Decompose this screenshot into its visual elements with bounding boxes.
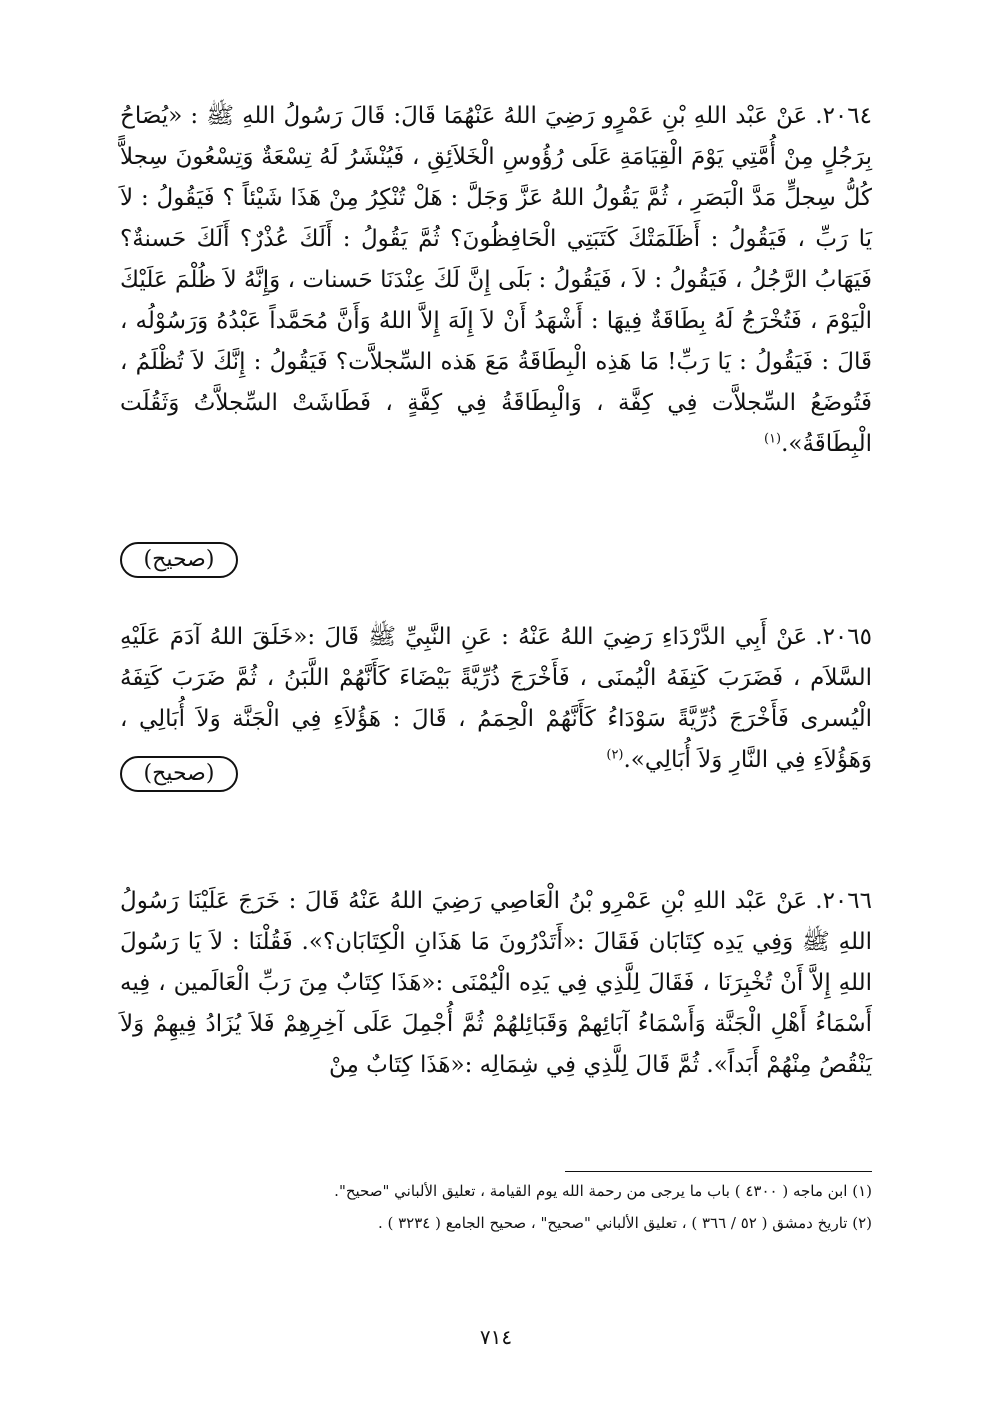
footnote-1: (١) ابن ماجه ( ٤٣٠٠ ) باب ما يرجى من رحمة الله يوم القيامة ، تعليق الألباني "صحيح".: [334, 1182, 872, 1200]
footnote-divider: [565, 1171, 872, 1172]
footnote-2: (٢) تاريخ دمشق ( ٥٢ / ٣٦٦ ) ، تعليق الألباني "صحيح" ، صحيح الجامع ( ٣٢٣٤ ) .: [377, 1214, 872, 1232]
page-number: ٧١٤: [479, 1325, 513, 1349]
hadith-number: ٢٠٦٦.: [815, 888, 872, 914]
hadith-2066: [120, 881, 872, 1086]
grade-badge: (صحيح): [120, 542, 238, 578]
hadith-text: عَنْ عَبْد اللهِ بْنِ عَمْرِو بْنُ الْعَاصِي رَضِيَ اللهُ عَنْهُ قَالَ : خَرَجَ عَلَيْنَا رَسُولُ اللهِ ﷺ وَفِي يَدِه كِتَابَان فَقَالَ :«أَتَدْرُونَ مَا هَذَانِ الْكِتَابَان؟». فَقُلْنَا : لاَ يَا رَسُولَ اللهِ إِلاَّ أَنْ تُخْبِرَنَا ، فَقَالَ لِلَّذِي فِي يَدِه الْيُمْنَى :«هَذَا كِتَابٌ مِنَ رَبِّ الْعَالَمين ، فِيه أَسْمَاءُ أَهْلِ الْجَنَّة وَأَسْمَاءُ آبَائِهمْ وَقَبَائِلهُمْ ثُمَّ أُجْمِلَ عَلَى آخِرِهِمْ فَلاَ يُزَادُ فِيهِمْ وَلاَ يَنْقُصُ مِنْهُمْ أَبَداً». ثُمَّ قَالَ لِلَّذِي فِي شِمَالِه :«هَذَا كِتَابٌ مِنْ: [120, 888, 872, 1078]
hadith-2065: [120, 617, 872, 781]
grade-badge: (صحيح): [120, 756, 238, 792]
hadith-2064: [120, 96, 872, 465]
footnote-ref: (٢): [606, 747, 624, 763]
hadith-text: عَنْ عَبْد اللهِ بْنِ عَمْرٍو رَضِيَ اللهُ عَنْهُمَا قَالَ: قَالَ رَسُولُ اللهِ ﷺ : «يُصَاحُ بِرَجُلٍ مِنْ أُمَّتِي يَوْمَ الْقِيَامَةِ عَلَى رُؤُوسِ الْخَلاَئِقِ ، فَيُنْشَرُ لَهُ تِسْعَةٌ وَتِسْعُونَ سِجلاًّ كُلُّ سِجلٍّ مَدَّ الْبَصَرِ ، ثُمَّ يَقُولُ اللهُ عَزَّ وَجَلَّ : هَلْ تُنْكِرُ مِنْ هَذَا شَيْئاً ؟ فَيَقُولُ : لاَ يَا رَبِّ ، فَيَقُولُ : أَظَلَمَتْكَ كَتَبَتِي الْحَافِظُونَ؟ ثُمَّ يَقُولُ : أَلَكَ عُذْرٌ؟ أَلَكَ حَسنةٌ؟ فَيَهَابُ الرَّجُلُ ، فَيَقُولُ : لاَ ، فَيَقُولُ : بَلَى إِنَّ لَكَ عِنْدَنَا حَسنات ، وَإِنَّهُ لاَ ظُلْمَ عَلَيْكَ الْيَوْمَ ، فَتُخْرَجُ لَهُ بِطَاقَةٌ فِيهَا : أَشْهَدُ أَنْ لاَ إِلَهَ إِلاَّ اللهُ وَأَنَّ مُحَمَّداً عَبْدُهُ وَرَسُوْلُه ، قَالَ : فَيَقُولُ : يَا رَبِّ! مَا هَذِه الْبِطَاقَةُ مَعَ هَذه السِّجلاَّت؟ فَيَقُولُ : إِنَّكَ لاَ تُظْلَمُ ، فَتُوضَعُ السِّجلاَّت فِي كِفَّة ، وَالْبِطَاقَةُ فِي كِفَّةٍ ، فَطَاشَتْ السِّجلاَّتُ وَثَقُلَت الْبِطَاقَةُ».: [120, 103, 872, 457]
hadith-number: ٢٠٦٥.: [815, 624, 872, 650]
footnote-ref: (١): [763, 431, 782, 447]
hadith-number: ٢٠٦٤.: [815, 103, 872, 129]
hadith-text: عَنْ أَبِي الدَّرْدَاءِ رَضِيَ اللهُ عَنْهُ : عَنِ النَّبِيِّ ﷺ قَالَ :«خَلَقَ اللهُ آدَمَ عَلَيْهِ السَّلاَم ، فَضَرَبَ كَتِفَهُ الْيُمنَى ، فَأَخْرَجَ ذُرِّيَّةً بَيْضَاءَ كَأَنَّهُمْ اللَّبَنُ ، ثُمَّ ضَرَبَ كَتِفَهُ الْيُسرى فَأَخْرَجَ ذُرِّيَّةً سَوْدَاءُ كَأَنَّهُمْ الْحِمَمُ ، قَالَ : هَؤُلاَءِ فِي الْجَنَّة وَلاَ أُبَالِي ، وَهَؤُلاَءِ فِي النَّارِ وَلاَ أُبَالِي».: [120, 624, 872, 773]
